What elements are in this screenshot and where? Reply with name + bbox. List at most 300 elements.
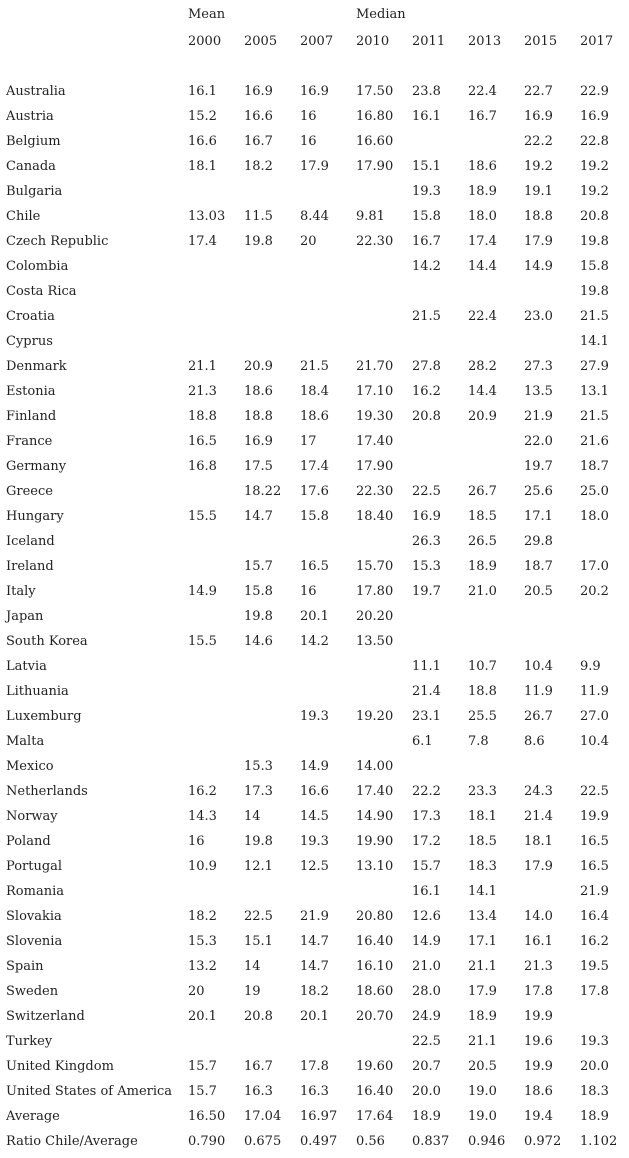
value-cell (188, 604, 244, 629)
table-row (6, 979, 620, 1004)
value-cell: 20.8 (580, 209, 609, 224)
value-cell: 16 (188, 834, 205, 849)
value-cell: 27.0 (580, 709, 609, 724)
value-cell: 16.2 (580, 934, 609, 949)
value-cell (356, 304, 412, 329)
value-cell: 19.3 (412, 184, 441, 199)
value-cell: 9.81 (356, 209, 385, 224)
value-cell (244, 329, 300, 354)
value-cell: 22.9 (580, 84, 609, 99)
value-cell: 15.7 (188, 1084, 217, 1099)
value-cell: 11.9 (524, 684, 553, 699)
value-cell (244, 304, 300, 329)
year-header-cell: 2017 (580, 34, 614, 49)
value-cell (244, 529, 300, 554)
value-cell (356, 279, 412, 304)
year-header-cell: 2015 (524, 34, 558, 49)
value-cell: 12.6 (412, 909, 441, 924)
value-cell: 17.4 (468, 234, 497, 249)
value-cell: 17.3 (244, 784, 273, 799)
value-cell: 16.9 (244, 84, 273, 99)
value-cell: 14.3 (188, 809, 217, 824)
value-cell (580, 629, 620, 654)
value-cell (244, 704, 300, 729)
value-cell: 20.8 (244, 1009, 273, 1024)
value-cell (468, 604, 524, 629)
value-cell: 14.4 (468, 259, 497, 274)
value-cell: 22.4 (468, 309, 497, 324)
value-cell: 20.1 (188, 1009, 217, 1024)
value-cell: 20.9 (468, 409, 497, 424)
corner-cell (6, 30, 188, 54)
value-cell: 24.3 (524, 784, 553, 799)
table-row (6, 504, 620, 529)
value-cell: 19.9 (524, 1009, 553, 1024)
value-cell: 11.1 (412, 659, 441, 674)
row-label: Iceland (6, 534, 55, 549)
value-cell: 19.8 (580, 284, 609, 299)
year-header-cell: 2000 (188, 34, 222, 49)
value-cell (244, 1029, 300, 1054)
value-cell: 16 (300, 584, 317, 599)
row-label: Bulgaria (6, 184, 63, 199)
value-cell: 27.3 (524, 359, 553, 374)
year-header-cell: 2005 (244, 34, 278, 49)
table-row (6, 104, 620, 129)
value-cell: 25.5 (468, 709, 497, 724)
value-cell: 17.1 (524, 509, 553, 524)
value-cell: 16.1 (524, 934, 553, 949)
value-cell: 14.4 (468, 384, 497, 399)
value-cell: 18.8 (468, 684, 497, 699)
value-cell: 17.50 (356, 84, 394, 99)
row-label: Latvia (6, 659, 47, 674)
value-cell: 17.6 (300, 484, 329, 499)
value-cell: 22.5 (580, 784, 609, 799)
value-cell (356, 1029, 412, 1054)
value-cell: 13.4 (468, 909, 497, 924)
value-cell: 0.790 (188, 1134, 226, 1149)
value-cell: 13.1 (580, 384, 609, 399)
value-cell: 21.70 (356, 359, 394, 374)
value-cell: 14.90 (356, 809, 394, 824)
value-cell (412, 129, 468, 154)
row-label: Australia (6, 84, 66, 99)
value-cell: 22.5 (244, 909, 273, 924)
value-cell (188, 879, 244, 904)
value-cell: 14.6 (244, 634, 273, 649)
group-header-cell (524, 0, 580, 30)
value-cell: 27.9 (580, 359, 609, 374)
row-label: Belgium (6, 134, 61, 149)
group-header-cell (244, 0, 300, 30)
value-cell: 15.8 (412, 209, 441, 224)
table-row (6, 254, 620, 279)
table-row (6, 379, 620, 404)
value-cell: 21.1 (468, 959, 497, 974)
value-cell: 18.9 (468, 559, 497, 574)
value-cell (188, 304, 244, 329)
table-row (6, 429, 620, 454)
value-cell: 19.8 (244, 234, 273, 249)
value-cell (356, 329, 412, 354)
value-cell: 16.9 (244, 434, 273, 449)
value-cell: 16.2 (412, 384, 441, 399)
value-cell: 22.2 (524, 134, 553, 149)
value-cell: 19.2 (580, 184, 609, 199)
value-cell: 20.7 (412, 1059, 441, 1074)
value-cell: 16.5 (580, 859, 609, 874)
value-cell: 18.9 (468, 184, 497, 199)
value-cell: 21.1 (188, 359, 217, 374)
table-row (6, 129, 620, 154)
value-cell: 13.50 (356, 634, 394, 649)
table-row (6, 654, 620, 679)
table-row (6, 679, 620, 704)
value-cell: 20.8 (412, 409, 441, 424)
value-cell (188, 754, 244, 779)
value-cell (524, 879, 580, 904)
table-row (6, 729, 620, 754)
row-label: Lithuania (6, 684, 69, 699)
value-cell (356, 254, 412, 279)
value-cell: 14.1 (468, 884, 497, 899)
value-cell (188, 654, 244, 679)
value-cell: 20.1 (300, 1009, 329, 1024)
value-cell (524, 754, 580, 779)
table-row (6, 1004, 620, 1029)
row-label: Czech Republic (6, 234, 109, 249)
value-cell: 28.0 (412, 984, 441, 999)
row-label: Colombia (6, 259, 69, 274)
value-cell: 22.8 (580, 134, 609, 149)
value-cell (524, 329, 580, 354)
table-row (6, 79, 620, 104)
value-cell: 17.90 (356, 159, 394, 174)
value-cell: 21.9 (524, 409, 553, 424)
value-cell: 21.5 (412, 309, 441, 324)
value-cell: 0.497 (300, 1134, 338, 1149)
value-cell (580, 1004, 620, 1029)
value-cell (300, 304, 356, 329)
value-cell: 20.0 (580, 1059, 609, 1074)
value-cell (188, 279, 244, 304)
value-cell: 20.1 (300, 609, 329, 624)
row-label: Cyprus (6, 334, 53, 349)
group-header-cell (300, 0, 356, 30)
value-cell: 14.9 (524, 259, 553, 274)
table-row (6, 454, 620, 479)
value-cell: 15.8 (244, 584, 273, 599)
value-cell: 20.80 (356, 909, 394, 924)
value-cell: 18.1 (524, 834, 553, 849)
value-cell: 23.1 (412, 709, 441, 724)
table-row (6, 229, 620, 254)
value-cell (524, 604, 580, 629)
value-cell: 21.4 (412, 684, 441, 699)
value-cell: 16.1 (412, 884, 441, 899)
value-cell: 24.9 (412, 1009, 441, 1024)
row-label: Denmark (6, 359, 67, 374)
value-cell: 14.1 (580, 334, 609, 349)
value-cell: 19.9 (524, 1059, 553, 1074)
value-cell: 11.9 (580, 684, 609, 699)
value-cell: 18.3 (468, 859, 497, 874)
value-cell: 25.6 (524, 484, 553, 499)
value-cell: 18.0 (580, 509, 609, 524)
value-cell: 18.0 (468, 209, 497, 224)
value-cell: 12.5 (300, 859, 329, 874)
value-cell: 16.5 (300, 559, 329, 574)
value-cell: 16.40 (356, 934, 394, 949)
value-cell: 6.1 (412, 734, 433, 749)
table-row (6, 154, 620, 179)
spacer-row (6, 54, 620, 79)
row-label: United Kingdom (6, 1059, 114, 1074)
table-row (6, 204, 620, 229)
value-cell: 15.8 (580, 259, 609, 274)
value-cell: 21.6 (580, 434, 609, 449)
value-cell: 14.5 (300, 809, 329, 824)
row-label: Canada (6, 159, 56, 174)
value-cell: 19.6 (524, 1034, 553, 1049)
value-cell: 27.8 (412, 359, 441, 374)
value-cell: 26.3 (412, 534, 441, 549)
value-cell: 0.837 (412, 1134, 450, 1149)
value-cell: 0.675 (244, 1134, 282, 1149)
value-cell: 21.5 (300, 359, 329, 374)
row-label: Ratio Chile/Average (6, 1134, 138, 1149)
value-cell (300, 879, 356, 904)
value-cell: 16.7 (244, 1059, 273, 1074)
value-cell: 16.60 (356, 134, 394, 149)
row-label: Poland (6, 834, 51, 849)
value-cell: 14.7 (244, 509, 273, 524)
value-cell: 21.1 (468, 1034, 497, 1049)
value-cell: 10.9 (188, 859, 217, 874)
row-label: Netherlands (6, 784, 88, 799)
row-label: Sweden (6, 984, 59, 999)
value-cell: 22.5 (412, 1034, 441, 1049)
value-cell (300, 329, 356, 354)
value-cell (468, 129, 524, 154)
value-cell: 16.1 (412, 109, 441, 124)
value-cell: 13.5 (524, 384, 553, 399)
value-cell: 16.10 (356, 959, 394, 974)
value-cell: 20.9 (244, 359, 273, 374)
value-cell: 14.2 (412, 259, 441, 274)
value-cell: 19 (244, 984, 261, 999)
value-cell (468, 454, 524, 479)
value-cell: 17.9 (468, 984, 497, 999)
value-cell: 16.9 (580, 109, 609, 124)
value-cell: 17.40 (356, 434, 394, 449)
value-cell: 13.10 (356, 859, 394, 874)
value-cell: 1.102 (580, 1134, 618, 1149)
value-cell: 21.4 (524, 809, 553, 824)
value-cell (188, 679, 244, 704)
row-label: Croatia (6, 309, 55, 324)
group-header-cell (6, 0, 188, 30)
value-cell (412, 279, 468, 304)
value-cell: 14.7 (300, 959, 329, 974)
value-cell: 15.70 (356, 559, 394, 574)
value-cell (188, 1029, 244, 1054)
value-cell: 16.80 (356, 109, 394, 124)
value-cell: 26.7 (524, 709, 553, 724)
data-table (6, 0, 620, 1154)
value-cell: 23.3 (468, 784, 497, 799)
table-row (6, 604, 620, 629)
value-cell: 9.9 (580, 659, 601, 674)
value-cell: 16.1 (188, 84, 217, 99)
value-cell: 14.9 (188, 584, 217, 599)
value-cell: 15.8 (300, 509, 329, 524)
row-label: Malta (6, 734, 45, 749)
value-cell: 28.2 (468, 359, 497, 374)
row-label: Greece (6, 484, 53, 499)
value-cell: 15.3 (244, 759, 273, 774)
row-label: Turkey (6, 1034, 53, 1049)
group-header-cell (412, 0, 468, 30)
value-cell: 14 (244, 809, 261, 824)
value-cell: 22.30 (356, 234, 394, 249)
row-label: Spain (6, 959, 44, 974)
value-cell: 17.8 (524, 984, 553, 999)
value-cell: 29.8 (524, 534, 553, 549)
value-cell: 19.2 (580, 159, 609, 174)
value-cell: 18.6 (300, 409, 329, 424)
row-label: Mexico (6, 759, 54, 774)
value-cell: 18.5 (468, 834, 497, 849)
table-row (6, 754, 620, 779)
value-cell: 19.8 (244, 609, 273, 624)
group-header-cell (580, 0, 620, 30)
table-row (6, 179, 620, 204)
row-label: Finland (6, 409, 57, 424)
value-cell: 17.04 (244, 1109, 282, 1124)
value-cell (300, 1029, 356, 1054)
value-cell: 20.5 (468, 1059, 497, 1074)
value-cell (300, 529, 356, 554)
value-cell (188, 179, 244, 204)
table-row (6, 1104, 620, 1129)
row-label: Costa Rica (6, 284, 77, 299)
row-label: Slovakia (6, 909, 62, 924)
value-cell: 26.7 (468, 484, 497, 499)
value-cell: 21.5 (580, 309, 609, 324)
value-cell (356, 879, 412, 904)
value-cell: 19.8 (244, 834, 273, 849)
value-cell: 18.40 (356, 509, 394, 524)
value-cell: 18.8 (188, 409, 217, 424)
value-cell: 18.3 (580, 1084, 609, 1099)
value-cell: 23.8 (412, 84, 441, 99)
value-cell: 16.6 (188, 134, 217, 149)
group-header-row (6, 0, 620, 30)
value-cell: 18.7 (580, 459, 609, 474)
value-cell: 14.2 (300, 634, 329, 649)
value-cell (412, 629, 468, 654)
value-cell: 15.7 (244, 559, 273, 574)
table-row (6, 354, 620, 379)
value-cell: 17.80 (356, 584, 394, 599)
value-cell: 16.9 (300, 84, 329, 99)
value-cell: 19.20 (356, 709, 394, 724)
value-cell (188, 254, 244, 279)
value-cell: 18.9 (468, 1009, 497, 1024)
value-cell: 19.3 (300, 709, 329, 724)
value-cell: 0.972 (524, 1134, 562, 1149)
value-cell (468, 279, 524, 304)
value-cell (524, 279, 580, 304)
value-cell (580, 754, 620, 779)
table-row (6, 1054, 620, 1079)
value-cell (356, 654, 412, 679)
value-cell: 20 (188, 984, 205, 999)
value-cell: 16.3 (300, 1084, 329, 1099)
value-cell: 11.5 (244, 209, 273, 224)
value-cell: 22.7 (524, 84, 553, 99)
value-cell: 8.6 (524, 734, 545, 749)
row-label: United States of America (6, 1084, 173, 1099)
value-cell: 18.1 (188, 159, 217, 174)
value-cell: 18.4 (300, 384, 329, 399)
value-cell: 19.8 (580, 234, 609, 249)
value-cell (188, 704, 244, 729)
value-cell: 19.7 (524, 459, 553, 474)
value-cell: 18.5 (468, 509, 497, 524)
row-label: Ireland (6, 559, 54, 574)
table-row (6, 829, 620, 854)
value-cell: 10.4 (580, 734, 609, 749)
value-cell: 15.2 (188, 109, 217, 124)
value-cell: 17.2 (412, 834, 441, 849)
value-cell (244, 179, 300, 204)
table-row (6, 304, 620, 329)
year-header-cell: 2011 (412, 34, 446, 49)
value-cell: 18.60 (356, 984, 394, 999)
row-label: France (6, 434, 53, 449)
value-cell: 16.7 (412, 234, 441, 249)
value-cell: 18.9 (412, 1109, 441, 1124)
value-cell: 16.50 (188, 1109, 226, 1124)
value-cell: 18.22 (244, 484, 282, 499)
table-row (6, 329, 620, 354)
table-row (6, 904, 620, 929)
value-cell: 19.30 (356, 409, 394, 424)
value-cell (188, 554, 244, 579)
value-cell: 10.4 (524, 659, 553, 674)
value-cell: 16.6 (300, 784, 329, 799)
value-cell: 19.0 (468, 1084, 497, 1099)
value-cell (300, 729, 356, 754)
value-cell: 22.0 (524, 434, 553, 449)
value-cell: 25.0 (580, 484, 609, 499)
value-cell: 17.8 (300, 1059, 329, 1074)
table-row (6, 804, 620, 829)
value-cell: 7.8 (468, 734, 489, 749)
value-cell: 21.9 (580, 884, 609, 899)
value-cell (300, 254, 356, 279)
value-cell: 21.5 (580, 409, 609, 424)
value-cell (300, 279, 356, 304)
value-cell (412, 604, 468, 629)
value-cell: 19.5 (580, 959, 609, 974)
value-cell (412, 429, 468, 454)
value-cell: 16.7 (244, 134, 273, 149)
value-cell: 22.2 (412, 784, 441, 799)
